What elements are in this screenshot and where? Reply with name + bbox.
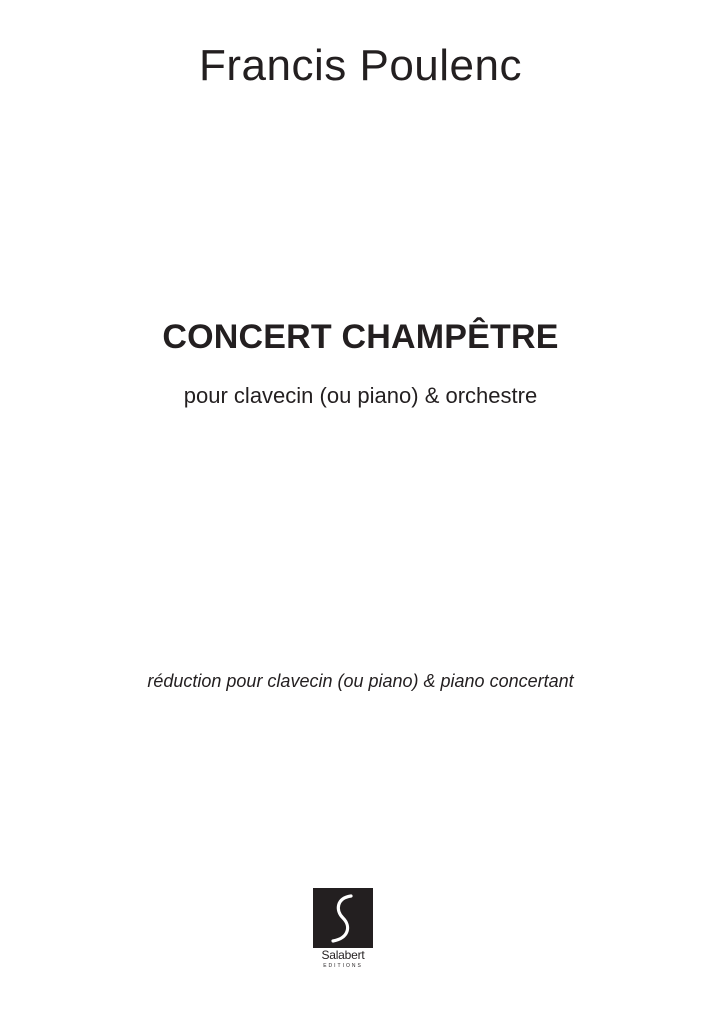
publisher-subtitle: EDITIONS — [323, 963, 363, 969]
composer-name: Francis Poulenc — [199, 41, 522, 90]
publisher-name: Salabert — [321, 948, 365, 962]
work-title: CONCERT CHAMPÊTRE — [162, 318, 559, 356]
edition-description: réduction pour clavecin (ou piano) & piano concertant — [147, 671, 574, 691]
work-subtitle: pour clavecin (ou piano) & orchestre — [183, 383, 538, 408]
publisher-logo — [313, 888, 373, 984]
salabert-s-logo-icon — [313, 888, 373, 948]
